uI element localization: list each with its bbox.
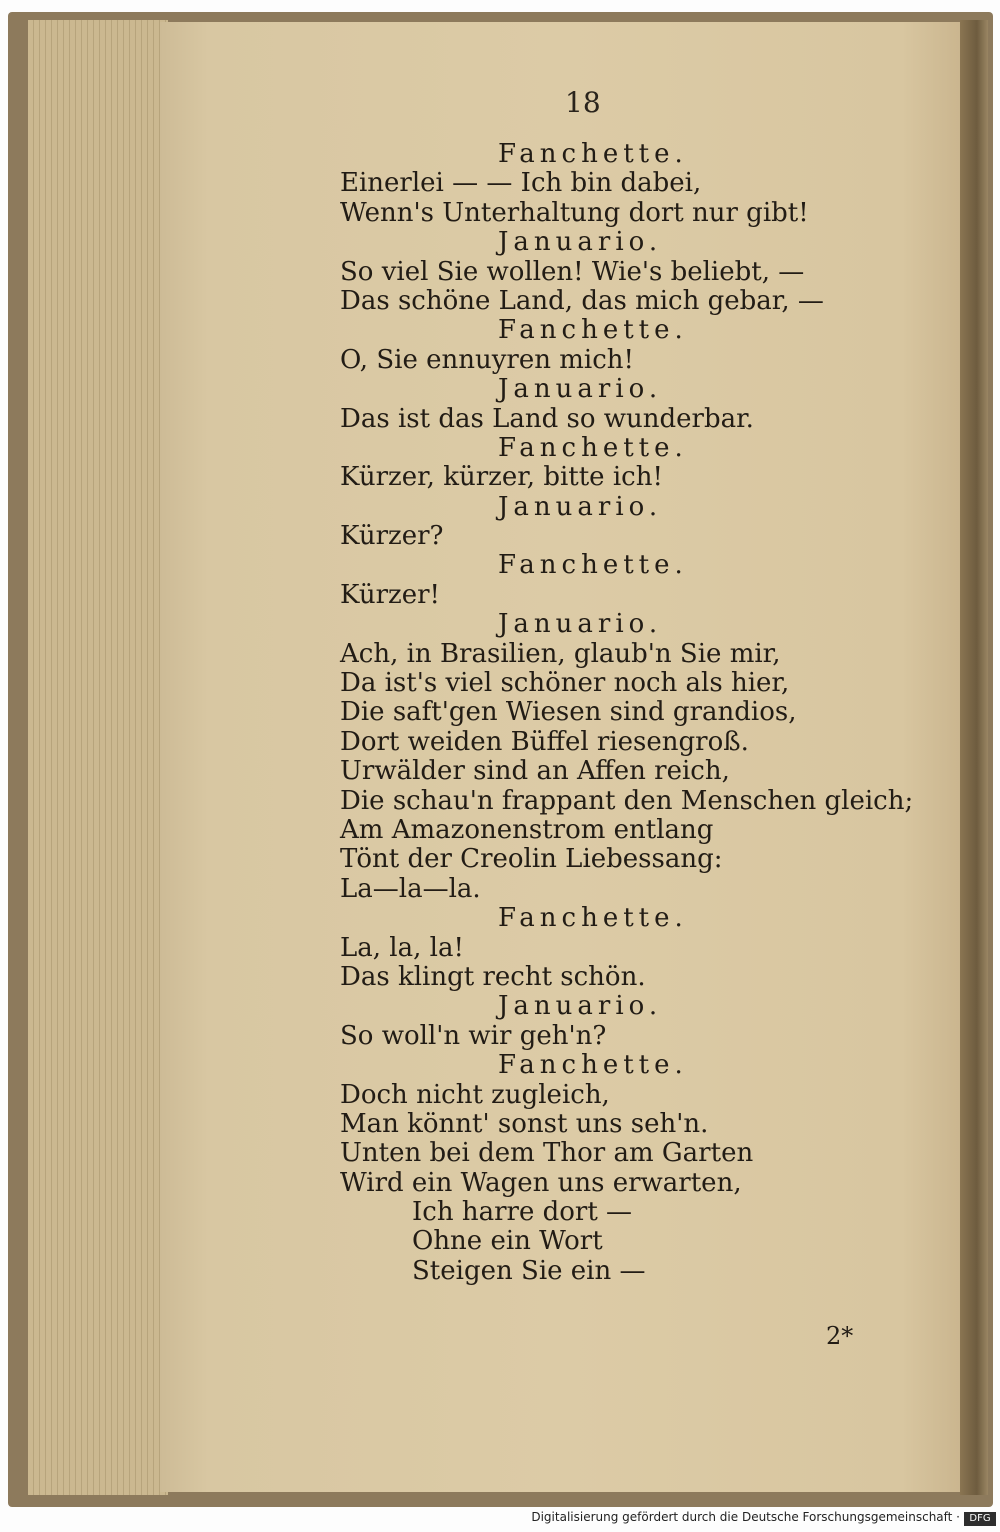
verse-line: Die saft'gen Wiesen sind grandios, (340, 697, 797, 728)
verse-line: Unten bei dem Thor am Garten (340, 1138, 754, 1169)
verse-line: Das klingt recht schön. (340, 961, 646, 992)
speaker-name: Januario. (498, 991, 663, 1022)
speaker-name: Januario. (498, 609, 663, 640)
verse-line: Das ist das Land so wunderbar. (340, 403, 754, 434)
speaker-name: Fanchette. (498, 550, 688, 581)
verse-line: Ach, in Brasilien, glaub'n Sie mir, (340, 638, 781, 669)
dfg-logo: DFG (964, 1512, 996, 1526)
verse-line: Urwälder sind an Affen reich, (340, 756, 730, 787)
verse-line: Ich harre dort — (412, 1197, 633, 1228)
verse-line: Die schau'n frappant den Menschen gleich; (340, 785, 914, 816)
play-text (340, 140, 940, 1286)
page-number: 18 (565, 86, 601, 119)
verse-line: Kürzer, kürzer, bitte ich! (340, 462, 663, 493)
speaker-name: Fanchette. (498, 903, 688, 934)
verse-line: La, la, la! (340, 932, 464, 963)
verse-line: Einerlei — — Ich bin dabei, (340, 168, 702, 199)
speaker-name: Januario. (498, 491, 663, 522)
printer-signature: 2* (826, 1322, 854, 1350)
speaker-name: Fanchette. (498, 139, 688, 169)
verse-line: So woll'n wir geh'n? (340, 1020, 607, 1051)
verse-line: Wird ein Wagen uns erwarten, (340, 1167, 742, 1198)
digitization-credit: Digitalisierung gefördert durch die Deutsche Forschungsgemeinschaft · (531, 1510, 960, 1524)
verse-line: So viel Sie wollen! Wie's beliebt, — (340, 256, 805, 287)
verse-line: Am Amazonenstrom entlang (340, 814, 714, 845)
spine-shadow (960, 20, 988, 1495)
verse-line: Kürzer! (340, 579, 440, 610)
verse-line: Wenn's Unterhaltung dort nur gibt! (340, 197, 809, 228)
verse-line: Steigen Sie ein — (412, 1255, 646, 1286)
verse-line: La—la—la. (340, 873, 481, 904)
verse-line: Man könnt' sonst uns seh'n. (340, 1108, 709, 1139)
speaker-name: Fanchette. (498, 1050, 688, 1081)
verse-line: Das schöne Land, das mich gebar, — (340, 285, 824, 316)
verse-line: Tönt der Creolin Liebessang: (340, 844, 723, 875)
verse-line: Kürzer? (340, 521, 444, 552)
verse-line: Dort weiden Büffel riesengroß. (340, 726, 749, 757)
verse-line: Da ist's viel schöner noch als hier, (340, 668, 790, 699)
verse-line: O, Sie ennuyren mich! (340, 344, 634, 375)
verse-line: Doch nicht zugleich, (340, 1079, 610, 1110)
speaker-name: Januario. (498, 374, 663, 405)
speaker-name: Januario. (498, 227, 663, 258)
verse-line: Ohne ein Wort (412, 1226, 603, 1257)
speaker-name: Fanchette. (498, 432, 688, 463)
speaker-name: Fanchette. (498, 315, 688, 346)
page-edges (28, 20, 168, 1495)
